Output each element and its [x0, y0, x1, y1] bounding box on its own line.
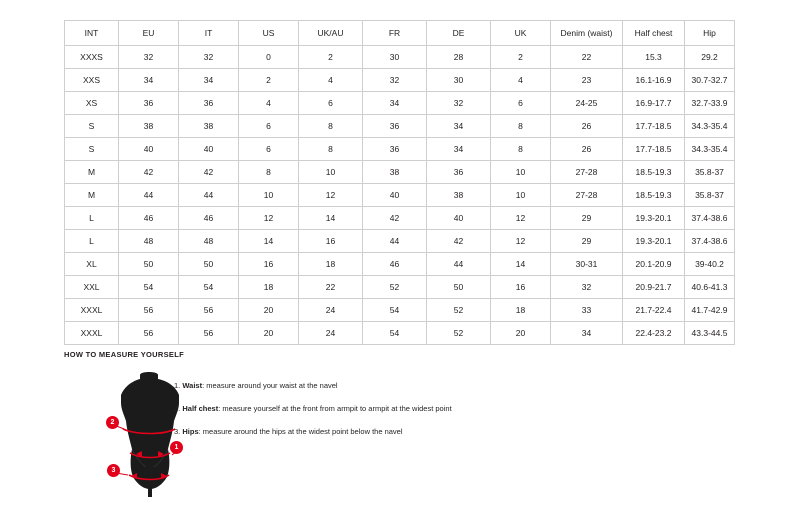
cell-half-chest: 18.5-19.3	[623, 184, 685, 207]
badge-1: 1	[170, 441, 183, 454]
cell-half-chest: 20.1-20.9	[623, 253, 685, 276]
cell-uk-au: 2	[299, 46, 363, 69]
cell-us: 20	[239, 322, 299, 345]
cell-uk-au: 22	[299, 276, 363, 299]
table-row	[65, 161, 735, 184]
cell-uk: 6	[491, 92, 551, 115]
cell-half-chest: 16.1-16.9	[623, 69, 685, 92]
cell-denim-waist: 34	[551, 322, 623, 345]
cell-fr: 52	[363, 276, 427, 299]
step-term: Half chest	[182, 404, 219, 413]
cell-half-chest: 15.3	[623, 46, 685, 69]
cell-de: 30	[427, 69, 491, 92]
cell-de: 44	[427, 253, 491, 276]
cell-half-chest: 16.9-17.7	[623, 92, 685, 115]
badge-3: 3	[107, 464, 120, 477]
cell-it: 34	[179, 69, 239, 92]
cell-us: 8	[239, 161, 299, 184]
cell-eu: 46	[119, 207, 179, 230]
measure-step-half-chest	[174, 404, 714, 413]
cell-hip: 37.4-38.6	[685, 207, 735, 230]
column-header-us: US	[239, 21, 299, 46]
cell-eu: 56	[119, 299, 179, 322]
cell-it: 44	[179, 184, 239, 207]
cell-us: 10	[239, 184, 299, 207]
cell-de: 34	[427, 115, 491, 138]
column-header-denim-waist: Denim (waist)	[551, 21, 623, 46]
column-header-half-chest: Half chest	[623, 21, 685, 46]
table-row	[65, 299, 735, 322]
cell-int: XS	[65, 92, 119, 115]
cell-int: L	[65, 230, 119, 253]
cell-int: M	[65, 161, 119, 184]
column-header-de: DE	[427, 21, 491, 46]
cell-uk-au: 4	[299, 69, 363, 92]
cell-half-chest: 21.7-22.4	[623, 299, 685, 322]
cell-us: 18	[239, 276, 299, 299]
cell-fr: 36	[363, 138, 427, 161]
cell-half-chest: 20.9-21.7	[623, 276, 685, 299]
cell-denim-waist: 29	[551, 207, 623, 230]
table-row	[65, 207, 735, 230]
cell-half-chest: 17.7-18.5	[623, 138, 685, 161]
cell-denim-waist: 24-25	[551, 92, 623, 115]
cell-us: 16	[239, 253, 299, 276]
step-number: 3.	[174, 427, 181, 436]
cell-de: 52	[427, 299, 491, 322]
cell-us: 6	[239, 138, 299, 161]
table-row	[65, 230, 735, 253]
cell-int: XXXL	[65, 299, 119, 322]
cell-uk-au: 14	[299, 207, 363, 230]
step-text: : measure around your waist at the navel	[202, 381, 338, 390]
cell-de: 42	[427, 230, 491, 253]
table-row	[65, 92, 735, 115]
cell-it: 56	[179, 299, 239, 322]
cell-uk-au: 10	[299, 161, 363, 184]
cell-fr: 38	[363, 161, 427, 184]
cell-it: 36	[179, 92, 239, 115]
step-term: Waist	[182, 381, 203, 390]
cell-us: 14	[239, 230, 299, 253]
size-table-body	[65, 46, 735, 345]
cell-us: 12	[239, 207, 299, 230]
measure-step-waist	[174, 381, 714, 390]
cell-eu: 38	[119, 115, 179, 138]
step-term: Hips	[182, 427, 199, 436]
column-header-it: IT	[179, 21, 239, 46]
cell-us: 2	[239, 69, 299, 92]
cell-uk-au: 18	[299, 253, 363, 276]
cell-hip: 34.3-35.4	[685, 115, 735, 138]
cell-uk: 8	[491, 115, 551, 138]
step-number: 2.	[174, 404, 181, 413]
cell-uk: 4	[491, 69, 551, 92]
cell-uk: 16	[491, 276, 551, 299]
cell-uk-au: 8	[299, 138, 363, 161]
cell-it: 32	[179, 46, 239, 69]
cell-fr: 54	[363, 299, 427, 322]
cell-fr: 34	[363, 92, 427, 115]
cell-int: XXS	[65, 69, 119, 92]
how-to-measure-section	[64, 350, 734, 474]
cell-hip: 40.6-41.3	[685, 276, 735, 299]
column-header-int: INT	[65, 21, 119, 46]
measure-steps-list	[174, 381, 714, 450]
cell-it: 46	[179, 207, 239, 230]
badge-2: 2	[106, 416, 119, 429]
measure-step-hips	[174, 427, 714, 436]
column-header-uk: UK	[491, 21, 551, 46]
cell-uk-au: 24	[299, 322, 363, 345]
cell-hip: 39-40.2	[685, 253, 735, 276]
cell-uk-au: 8	[299, 115, 363, 138]
column-header-hip: Hip	[685, 21, 735, 46]
cell-int: XXL	[65, 276, 119, 299]
cell-fr: 44	[363, 230, 427, 253]
cell-half-chest: 19.3-20.1	[623, 207, 685, 230]
cell-denim-waist: 27-28	[551, 161, 623, 184]
cell-denim-waist: 27-28	[551, 184, 623, 207]
size-table-head	[65, 21, 735, 46]
size-chart-table	[64, 20, 735, 345]
table-row	[65, 276, 735, 299]
cell-uk-au: 24	[299, 299, 363, 322]
cell-us: 6	[239, 115, 299, 138]
cell-hip: 34.3-35.4	[685, 138, 735, 161]
cell-it: 50	[179, 253, 239, 276]
cell-uk: 12	[491, 230, 551, 253]
cell-denim-waist: 33	[551, 299, 623, 322]
cell-int: XL	[65, 253, 119, 276]
cell-uk: 2	[491, 46, 551, 69]
cell-de: 40	[427, 207, 491, 230]
cell-hip: 32.7-33.9	[685, 92, 735, 115]
table-row	[65, 115, 735, 138]
cell-uk: 14	[491, 253, 551, 276]
table-row	[65, 138, 735, 161]
cell-denim-waist: 23	[551, 69, 623, 92]
cell-denim-waist: 30-31	[551, 253, 623, 276]
cell-eu: 44	[119, 184, 179, 207]
cell-eu: 48	[119, 230, 179, 253]
cell-uk-au: 6	[299, 92, 363, 115]
cell-hip: 43.3-44.5	[685, 322, 735, 345]
table-header-row	[65, 21, 735, 46]
cell-int: S	[65, 138, 119, 161]
cell-half-chest: 19.3-20.1	[623, 230, 685, 253]
cell-half-chest: 18.5-19.3	[623, 161, 685, 184]
cell-hip: 30.7-32.7	[685, 69, 735, 92]
table-row	[65, 46, 735, 69]
table-row	[65, 253, 735, 276]
column-header-fr: FR	[363, 21, 427, 46]
cell-int: M	[65, 184, 119, 207]
cell-fr: 54	[363, 322, 427, 345]
cell-uk: 10	[491, 184, 551, 207]
column-header-uk-au: UK/AU	[299, 21, 363, 46]
cell-hip: 35.8-37	[685, 184, 735, 207]
table-row	[65, 184, 735, 207]
column-header-eu: EU	[119, 21, 179, 46]
cell-it: 40	[179, 138, 239, 161]
cell-denim-waist: 32	[551, 276, 623, 299]
table-row	[65, 322, 735, 345]
cell-fr: 46	[363, 253, 427, 276]
cell-it: 54	[179, 276, 239, 299]
cell-fr: 30	[363, 46, 427, 69]
cell-eu: 56	[119, 322, 179, 345]
cell-de: 36	[427, 161, 491, 184]
cell-it: 42	[179, 161, 239, 184]
cell-uk-au: 12	[299, 184, 363, 207]
cell-int: XXXS	[65, 46, 119, 69]
cell-eu: 42	[119, 161, 179, 184]
step-text: : measure yourself at the front from armpit to armpit at the widest point	[218, 404, 452, 413]
cell-fr: 36	[363, 115, 427, 138]
cell-de: 28	[427, 46, 491, 69]
size-table-container	[64, 20, 734, 345]
cell-de: 34	[427, 138, 491, 161]
cell-uk-au: 16	[299, 230, 363, 253]
cell-uk: 12	[491, 207, 551, 230]
cell-eu: 36	[119, 92, 179, 115]
cell-de: 52	[427, 322, 491, 345]
cell-int: S	[65, 115, 119, 138]
cell-us: 4	[239, 92, 299, 115]
table-row	[65, 69, 735, 92]
cell-int: XXXL	[65, 322, 119, 345]
cell-us: 0	[239, 46, 299, 69]
cell-denim-waist: 22	[551, 46, 623, 69]
cell-hip: 35.8-37	[685, 161, 735, 184]
step-number: 1.	[174, 381, 181, 390]
cell-it: 56	[179, 322, 239, 345]
cell-eu: 50	[119, 253, 179, 276]
cell-fr: 40	[363, 184, 427, 207]
cell-us: 20	[239, 299, 299, 322]
step-text: : measure around the hips at the widest point below the navel	[198, 427, 403, 436]
cell-de: 50	[427, 276, 491, 299]
cell-eu: 34	[119, 69, 179, 92]
cell-denim-waist: 26	[551, 115, 623, 138]
cell-it: 38	[179, 115, 239, 138]
cell-denim-waist: 26	[551, 138, 623, 161]
cell-hip: 37.4-38.6	[685, 230, 735, 253]
cell-it: 48	[179, 230, 239, 253]
cell-fr: 32	[363, 69, 427, 92]
cell-eu: 40	[119, 138, 179, 161]
cell-eu: 54	[119, 276, 179, 299]
cell-denim-waist: 29	[551, 230, 623, 253]
cell-uk: 18	[491, 299, 551, 322]
cell-half-chest: 17.7-18.5	[623, 115, 685, 138]
cell-uk: 20	[491, 322, 551, 345]
cell-fr: 42	[363, 207, 427, 230]
cell-uk: 8	[491, 138, 551, 161]
cell-hip: 41.7-42.9	[685, 299, 735, 322]
cell-half-chest: 22.4-23.2	[623, 322, 685, 345]
cell-eu: 32	[119, 46, 179, 69]
how-to-measure-title: HOW TO MEASURE YOURSELF	[64, 350, 184, 359]
cell-int: L	[65, 207, 119, 230]
cell-hip: 29.2	[685, 46, 735, 69]
cell-uk: 10	[491, 161, 551, 184]
cell-de: 38	[427, 184, 491, 207]
cell-de: 32	[427, 92, 491, 115]
